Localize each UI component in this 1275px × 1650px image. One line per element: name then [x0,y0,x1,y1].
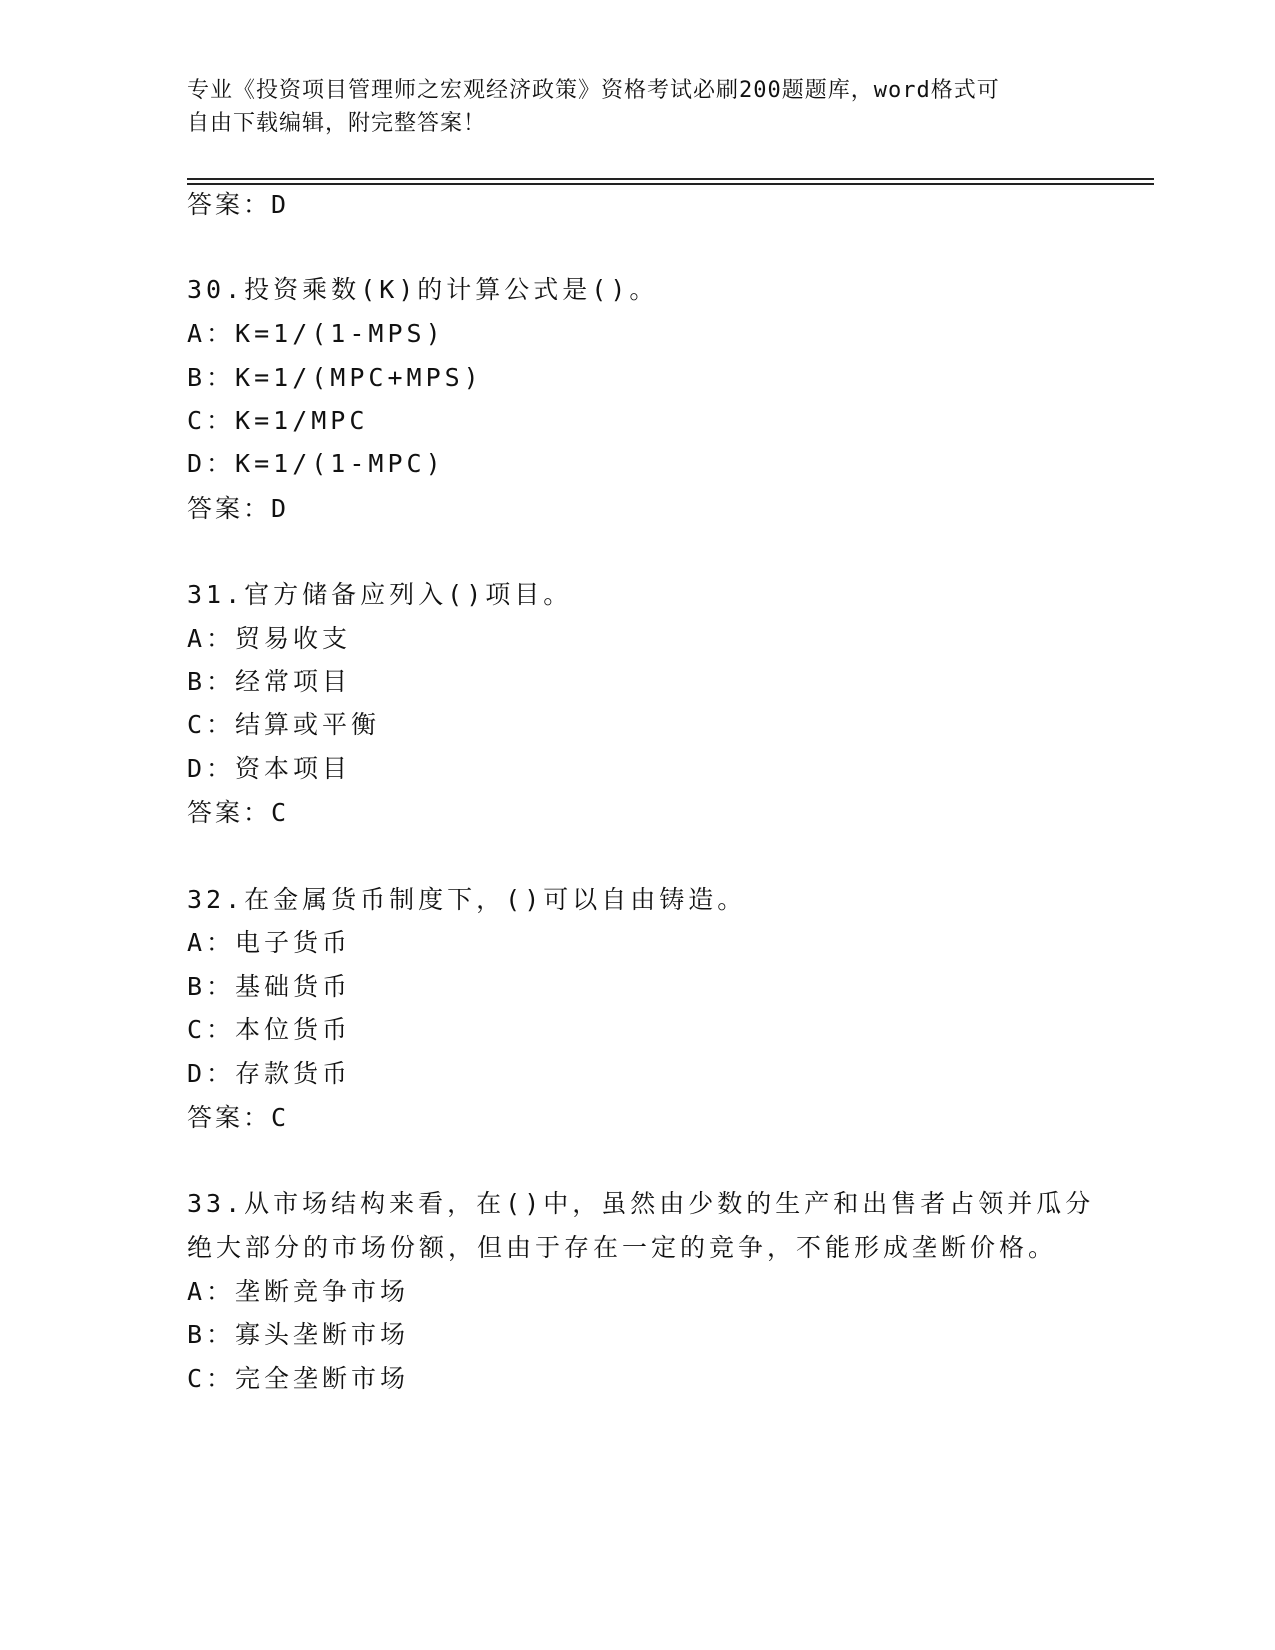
option-c: C：结算或平衡 [187,710,381,739]
answer-line [187,189,289,221]
option-b: B：经常项目 [187,667,352,696]
option-b: B：K=1/(MPC+MPS) [187,363,483,392]
option-d: D：存款货币 [187,1059,352,1088]
header-divider-top [187,178,1154,180]
answer-value: D [271,494,290,523]
header-divider-bottom [187,183,1154,185]
option-c: C：完全垄断市场 [187,1364,410,1393]
option-a: A：贸易收支 [187,624,352,653]
answer-label: 答案： [187,1103,272,1132]
question-text: 30.投资乘数(K)的计算公式是()。 [187,275,659,304]
answer-value: C [271,798,290,827]
answer-line [187,797,289,829]
option-d: D：资本项目 [187,754,352,783]
option-c: C：K=1/MPC [187,406,369,435]
answer-line [187,493,289,525]
option-c: C：本位货币 [187,1015,352,1044]
answer-value: D [271,190,290,219]
option-d: D：K=1/(1-MPC) [187,449,445,478]
answer-label: 答案： [187,190,272,219]
question-text: 33.从市场结构来看，在()中，虽然由少数的生产和出售者占领并瓜分 [187,1189,1095,1218]
answer-label: 答案： [187,798,272,827]
answer-value: C [271,1103,290,1132]
answer-line [187,1102,289,1134]
question-text: 32.在金属货币制度下，()可以自由铸造。 [187,885,747,914]
answer-label: 答案： [187,494,272,523]
document-header [187,74,1067,140]
option-b: B：基础货币 [187,972,352,1001]
question-text: 31.官方储备应列入()项目。 [187,580,573,609]
question-text-continued: 绝大部分的市场份额，但由于存在一定的竞争，不能形成垄断价格。 [187,1233,1058,1262]
header-line-1: 专业《投资项目管理师之宏观经济政策》资格考试必刷200题题库，word格式可 [187,78,1000,103]
option-a: A：垄断竞争市场 [187,1277,410,1306]
header-line-2: 自由下载编辑，附完整答案！ [187,111,487,136]
option-a: A：电子货币 [187,928,352,957]
option-a: A：K=1/(1-MPS) [187,319,445,348]
option-b: B：寡头垄断市场 [187,1320,410,1349]
